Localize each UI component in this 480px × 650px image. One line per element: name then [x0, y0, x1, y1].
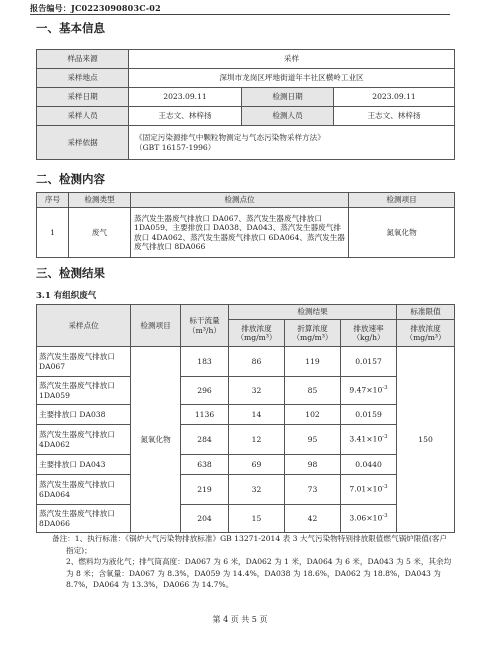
row-flow: 638	[181, 455, 229, 475]
results-table	[36, 304, 455, 533]
results-body	[37, 347, 455, 533]
header-test-item: 检测项目	[131, 305, 181, 347]
tester-label: 检测人员	[242, 107, 334, 126]
table-row	[37, 455, 455, 475]
emission-rate-label: 排放速率	[353, 323, 384, 333]
page-footer: 第 4 页 共 5 页	[212, 615, 268, 624]
row-converted: 73	[285, 475, 341, 505]
row-emission: 69	[229, 455, 285, 475]
table-row	[37, 347, 455, 377]
row-emission: 14	[229, 405, 285, 425]
row-point: 蒸汽发生器废气排放口 1DA059	[37, 377, 131, 405]
emission-rate-unit: （kg/h）	[352, 333, 385, 342]
row-rate	[341, 405, 397, 425]
sample-date-value: 2023.09.11	[129, 88, 242, 107]
table-row	[37, 425, 455, 455]
sampling-basis-label: 采样依据	[37, 126, 129, 160]
row-flow: 204	[181, 505, 229, 533]
emission-conc-unit: （mg/m³）	[236, 333, 277, 342]
rate-value: 3.41×10	[349, 435, 383, 445]
row-converted: 119	[285, 347, 341, 377]
row-flow: 1136	[181, 405, 229, 425]
flow-label: 标干流量	[189, 316, 220, 326]
section-basic-info-title: 一、基本信息	[36, 21, 105, 35]
row-flow: 219	[181, 475, 229, 505]
rate-value: 0.0440	[355, 459, 382, 469]
sampler-label: 采样人员	[37, 107, 129, 126]
header-points: 检测点位	[131, 193, 349, 208]
sampler-value: 王志文、林梓扬	[129, 107, 242, 126]
row-converted: 95	[285, 425, 341, 455]
row-emission: 32	[229, 377, 285, 405]
basic-info-table	[36, 49, 455, 160]
header-limit-conc	[397, 320, 455, 347]
results-subtitle: 3.1 有组织废气	[36, 291, 97, 301]
row-converted: 98	[285, 455, 341, 475]
limit-conc-unit: （mg/m³）	[405, 333, 446, 342]
row-flow: 296	[181, 377, 229, 405]
row-limit: 150	[397, 347, 455, 533]
converted-conc-label: 折算浓度	[297, 323, 328, 333]
rate-exponent: -3	[382, 385, 388, 392]
row-item: 氮氧化物	[349, 208, 455, 258]
row-no: 1	[37, 208, 69, 258]
test-content-table	[36, 192, 455, 258]
sampling-basis-line: （GBT 16157-1996）	[135, 142, 216, 152]
section-test-content-title: 二、检测内容	[36, 172, 105, 186]
sample-location-value: 深圳市龙岗区坪地街道年丰社区横岭工业区	[129, 69, 455, 88]
header-converted-conc	[285, 320, 341, 347]
row-point: 蒸汽发生器废气排放口 8DA066	[37, 505, 131, 533]
header-emission-conc	[229, 320, 285, 347]
converted-conc-unit: （mg/m³）	[292, 333, 333, 342]
rate-value: 3.06×10	[349, 514, 383, 524]
test-date-value: 2023.09.11	[334, 88, 455, 107]
rate-value: 9.47×10	[349, 386, 383, 396]
row-emission: 86	[229, 347, 285, 377]
row-converted: 102	[285, 405, 341, 425]
table-row	[37, 505, 455, 533]
header-no: 序号	[37, 193, 69, 208]
row-rate	[341, 455, 397, 475]
remark-line-1	[36, 533, 454, 556]
sampling-basis-value	[129, 126, 455, 160]
sampling-basis-line: 《固定污染源排气中颗粒物测定与气态污染物采样方法》	[135, 133, 325, 143]
rate-exponent: -3	[382, 513, 388, 520]
test-date-label: 检测日期	[242, 88, 334, 107]
row-point: 蒸汽发生器废气排放口 DA067	[37, 347, 131, 377]
remarks	[36, 533, 454, 591]
rate-value: 0.0157	[355, 356, 382, 366]
row-rate	[341, 377, 397, 405]
header-type: 检测类型	[69, 193, 131, 208]
row-point: 蒸汽发生器废气排放口 4DA062	[37, 425, 131, 455]
emission-conc-label: 排放浓度	[241, 323, 272, 333]
header-item: 检测项目	[349, 193, 455, 208]
row-emission: 12	[229, 425, 285, 455]
sample-location-label: 采样地点	[37, 69, 129, 88]
header-sampling-point: 采样点位	[37, 305, 131, 347]
header-divider	[30, 14, 450, 15]
row-converted: 85	[285, 377, 341, 405]
row-emission: 32	[229, 475, 285, 505]
sample-date-label: 采样日期	[37, 88, 129, 107]
row-converted: 42	[285, 505, 341, 533]
rate-exponent: -3	[382, 434, 388, 441]
remark-line-2: 2、燃料均为液化气；排气筒高度：DA067 为 6 米，DA062 为 1 米，DA064 为 6 米，DA043 为 5 米，其余均为 8 米；含氧量：DA067 为 8.3%，DA059 为 14.4%，DA038 为 18.6%，DA062 为 18.8%，DA043 为 8.7%，DA064 为 13.3%，DA066 为 14.7%。	[66, 557, 452, 589]
remarks-label: 备注：	[52, 534, 75, 543]
row-flow: 183	[181, 347, 229, 377]
limit-conc-label: 排放浓度	[410, 323, 441, 333]
rate-value: 0.0159	[355, 409, 382, 419]
table-row	[37, 475, 455, 505]
section-results-title: 三、检测结果	[36, 266, 105, 280]
row-rate	[341, 475, 397, 505]
table-row	[37, 377, 455, 405]
row-flow: 284	[181, 425, 229, 455]
header-emission-rate	[341, 320, 397, 347]
row-rate	[341, 425, 397, 455]
row-emission: 15	[229, 505, 285, 533]
row-item: 氮氧化物	[131, 347, 181, 533]
row-point: 蒸汽发生器废气排放口 6DA064	[37, 475, 131, 505]
row-point: 主要排放口 DA043	[37, 455, 131, 475]
rate-value: 7.01×10	[349, 485, 383, 495]
remark-text-1: 1、执行标准：《锅炉大气污染物排放标准》GB 13271-2014 表 3 大气污染物特别排放限值燃气锅炉限值(客户指定)；	[66, 534, 448, 555]
flow-unit: （m³/h）	[188, 325, 221, 335]
row-points: 蒸汽发生器废气排放口 DA067、蒸汽发生器废气排放口 1DA059、主要排放口 DA038、DA043、蒸汽发生器废气排放口 4DA062、蒸汽发生器废气排放口 6DA064、蒸汽发生器废气排放口 8DA066	[131, 208, 349, 258]
rate-exponent: -3	[382, 484, 388, 491]
tester-value: 王志文、林梓扬	[334, 107, 455, 126]
row-rate	[341, 347, 397, 377]
row-point: 主要排放口 DA038	[37, 405, 131, 425]
row-rate	[341, 505, 397, 533]
row-type: 废气	[69, 208, 131, 258]
sample-source-value: 采样	[129, 50, 455, 69]
header-flow	[181, 305, 229, 347]
sample-source-label: 样品来源	[37, 50, 129, 69]
header-results: 检测结果	[229, 305, 397, 320]
report-number: 报告编号：JC0223090803C-02	[30, 3, 161, 13]
header-limit: 标准限值	[397, 305, 455, 320]
table-row	[37, 405, 455, 425]
